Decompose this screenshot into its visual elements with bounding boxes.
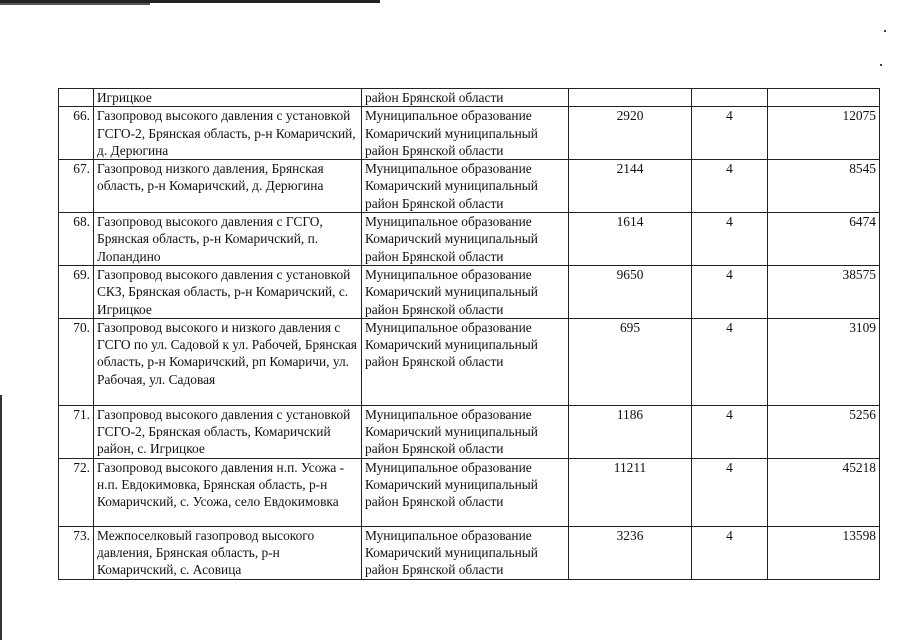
owner-name-cell: Муниципальное образование Комаричский муниципальный район Брянской области: [362, 405, 569, 458]
owner-name-cell: Муниципальное образование Комаричский муниципальный район Брянской области: [362, 213, 569, 266]
owner-name-cell: Муниципальное образование Комаричский муниципальный район Брянской области: [362, 526, 569, 579]
table-body: [59, 89, 880, 580]
value-1-cell: 695: [569, 318, 692, 405]
row-number-cell: 71.: [59, 405, 94, 458]
value-2-cell: 4: [692, 405, 768, 458]
object-name-cell: Межпоселковый газопровод высокого давления, Брянская область, р-н Комаричский, с. Асовица: [94, 526, 362, 579]
object-name-cell: Газопровод высокого давления с ГСГО, Брянская область, р-н Комаричский, п. Лопандино: [94, 213, 362, 266]
table-row: [59, 526, 880, 579]
table-row: [59, 405, 880, 458]
value-1-cell: [569, 89, 692, 107]
object-name-cell: Газопровод низкого давления, Брянская область, р-н Комаричский, д. Дерюгина: [94, 160, 362, 213]
row-number-cell: 70.: [59, 318, 94, 405]
value-1-cell: 9650: [569, 265, 692, 318]
row-number-cell: 72.: [59, 458, 94, 526]
owner-name-cell: Муниципальное образование Комаричский муниципальный район Брянской области: [362, 160, 569, 213]
value-3-cell: 3109: [768, 318, 880, 405]
value-3-cell: 12075: [768, 107, 880, 160]
value-2-cell: 4: [692, 160, 768, 213]
row-number-cell: 67.: [59, 160, 94, 213]
value-2-cell: [692, 89, 768, 107]
value-2-cell: 4: [692, 213, 768, 266]
owner-name-cell: Муниципальное образование Комаричский муниципальный район Брянской области: [362, 107, 569, 160]
object-name-cell: Газопровод высокого давления с установкой ГСГО-2, Брянская область, Комаричский район, с. Игрицкое: [94, 405, 362, 458]
table-row: [59, 318, 880, 405]
scan-speck: [880, 64, 882, 66]
table-row: [59, 89, 880, 107]
value-3-cell: [768, 89, 880, 107]
value-2-cell: 4: [692, 318, 768, 405]
row-number-cell: [59, 89, 94, 107]
scan-edge-top-shadow: [0, 3, 150, 5]
value-2-cell: 4: [692, 265, 768, 318]
owner-name-cell: район Брянской области: [362, 89, 569, 107]
property-table: [58, 88, 880, 580]
value-1-cell: 1614: [569, 213, 692, 266]
object-name-cell: Газопровод высокого давления с установкой ГСГО-2, Брянская область, р-н Комаричский, д. Дерюгина: [94, 107, 362, 160]
object-name-cell: Газопровод высокого давления н.п. Усожа - н.п. Евдокимовка, Брянская область, р-н Комаричский, с. Усожа, село Евдокимовка: [94, 458, 362, 526]
row-number-cell: 69.: [59, 265, 94, 318]
owner-name-cell: Муниципальное образование Комаричский муниципальный район Брянской области: [362, 318, 569, 405]
table-row: [59, 265, 880, 318]
table-row: [59, 107, 880, 160]
value-1-cell: 2144: [569, 160, 692, 213]
owner-name-cell: Муниципальное образование Комаричский муниципальный район Брянской области: [362, 458, 569, 526]
scan-speck: [884, 30, 886, 32]
owner-name-cell: Муниципальное образование Комаричский муниципальный район Брянской области: [362, 265, 569, 318]
row-number-cell: 68.: [59, 213, 94, 266]
table-row: [59, 213, 880, 266]
value-2-cell: 4: [692, 526, 768, 579]
value-2-cell: 4: [692, 107, 768, 160]
value-1-cell: 2920: [569, 107, 692, 160]
value-3-cell: 13598: [768, 526, 880, 579]
value-3-cell: 6474: [768, 213, 880, 266]
object-name-cell: Газопровод высокого и низкого давления с ГСГО по ул. Садовой к ул. Рабочей, Брянская область, р-н Комаричский, рп Комаричи, ул. Рабочая, ул. Садовая: [94, 318, 362, 405]
object-name-cell: Газопровод высокого давления с установкой СКЗ, Брянская область, р-н Комаричский, с. Игрицкое: [94, 265, 362, 318]
table-row: [59, 160, 880, 213]
object-name-cell: Игрицкое: [94, 89, 362, 107]
value-3-cell: 8545: [768, 160, 880, 213]
table-row: [59, 458, 880, 526]
value-3-cell: 5256: [768, 405, 880, 458]
value-3-cell: 38575: [768, 265, 880, 318]
row-number-cell: 73.: [59, 526, 94, 579]
scan-edge-left: [0, 395, 2, 640]
value-1-cell: 11211: [569, 458, 692, 526]
value-1-cell: 1186: [569, 405, 692, 458]
value-3-cell: 45218: [768, 458, 880, 526]
value-2-cell: 4: [692, 458, 768, 526]
value-1-cell: 3236: [569, 526, 692, 579]
row-number-cell: 66.: [59, 107, 94, 160]
